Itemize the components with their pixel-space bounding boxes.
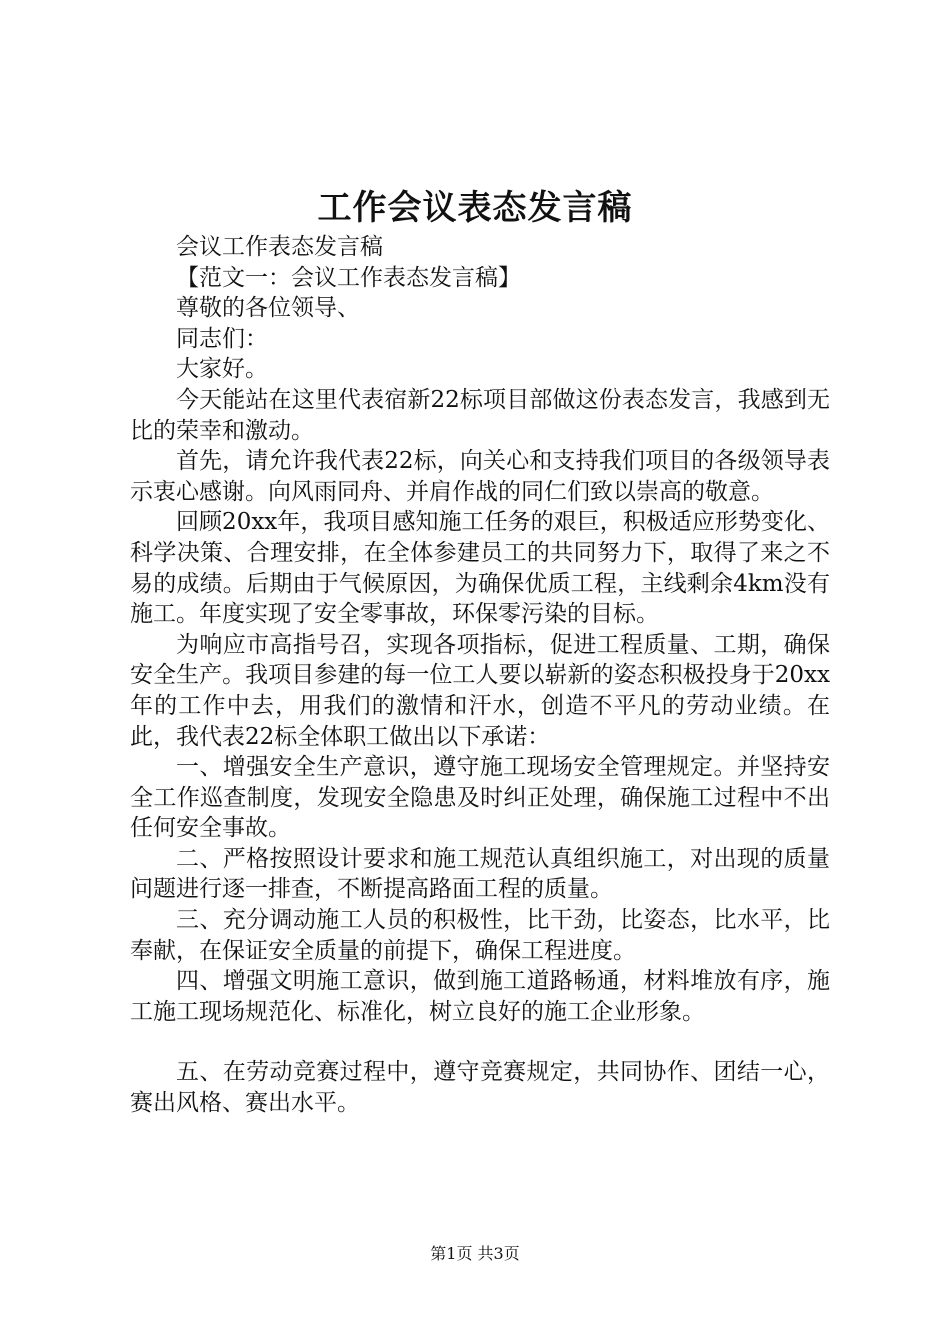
paragraph-pledge-2: 二、严格按照设计要求和施工规范认真组织施工，对出现的质量问题进行逐一排查，不断提高路面工程的质量。 bbox=[130, 845, 830, 903]
paragraph-review: 回顾20xx年，我项目感知施工任务的艰巨，积极适应形势变化、科学决策、合理安排，在全体参建员工的共同努力下，取得了来之不易的成绩。后期由于气候原因，为确保优质工程，主线剩余4km没有施工。年度实现了安全零事故，环保零污染的目标。 bbox=[130, 509, 830, 628]
paragraph-subtitle: 会议工作表态发言稿 bbox=[176, 234, 383, 260]
paragraph-salutation-comrades: 同志们： bbox=[176, 325, 268, 352]
page-footer: 第1页 共3页 bbox=[430, 1244, 520, 1263]
document-body bbox=[130, 232, 830, 1119]
paragraph-salutation-leaders: 尊敬的各位领导、 bbox=[176, 295, 360, 322]
paragraph-greeting: 大家好。 bbox=[176, 356, 268, 383]
paragraph-pledge-4: 四、增强文明施工意识，做到施工道路畅通，材料堆放有序，施工施工现场规范化、标准化，树立良好的施工企业形象。 bbox=[130, 968, 830, 1025]
paragraph-opening: 今天能站在这里代表宿新22标项目部做这份表态发言，我感到无比的荣幸和激动。 bbox=[130, 386, 830, 444]
paragraph-response: 为响应市高指号召，实现各项指标，促进工程质量、工期，确保安全生产。我项目参建的每一位工人要以崭新的姿态积极投身于20xx年的工作中去，用我们的激情和汗水，创造不平凡的劳动业绩。在此，我代表22标全体职工做出以下承诺： bbox=[130, 631, 830, 750]
paragraph-thanks: 首先，请允许我代表22标，向关心和支持我们项目的各级领导表示衷心感谢。向风雨同舟、并肩作战的同仁们致以崇高的敬意。 bbox=[130, 448, 830, 505]
paragraph-pledge-5: 五、在劳动竞赛过程中，遵守竞赛规定，共同协作、团结一心，赛出风格、赛出水平。 bbox=[130, 1059, 830, 1117]
paragraph-pledge-1: 一、增强安全生产意识，遵守施工现场安全管理规定。并坚持安全工作巡查制度，发现安全隐患及时纠正处理，确保施工过程中不出任何安全事故。 bbox=[130, 754, 830, 842]
paragraph-sample-heading: 【范文一：会议工作表态发言稿】 bbox=[176, 264, 521, 291]
paragraph-pledge-3: 三、充分调动施工人员的积极性，比干劲，比姿态，比水平，比奉献，在保证安全质量的前提下，确保工程进度。 bbox=[130, 907, 830, 964]
document-title: 工作会议表态发言稿 bbox=[317, 188, 633, 228]
